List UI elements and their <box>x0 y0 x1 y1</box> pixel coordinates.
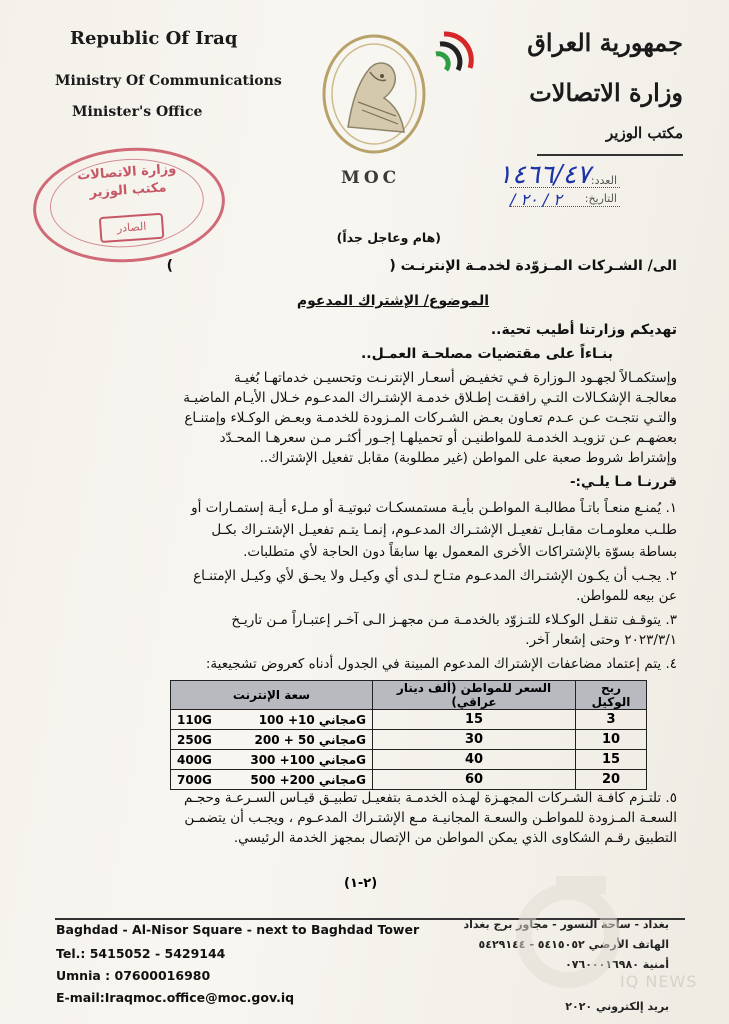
agent-profit-cell: 20 <box>576 770 647 790</box>
price-cell: 15 <box>373 710 576 730</box>
footer-mobile-ar: أمنية ٠٧٦٠٠٠١٦٩٨٠ <box>565 958 669 971</box>
document-date: / ٢ / ٢٠ <box>510 190 562 209</box>
table-row <box>171 710 647 730</box>
emblem-label: MOC <box>341 168 401 188</box>
item3-line2: ٢٠٢٣/٣/١ وحتى إشعار آخر. <box>525 632 677 648</box>
footer-email: E-mail:Iraqmoc.office@moc.gov.iq <box>56 990 295 1005</box>
item2-line2: عن بيعه للمواطن. <box>576 588 677 604</box>
recipient-close: ) <box>166 258 173 274</box>
price-cell: 40 <box>373 750 576 770</box>
number-underline <box>510 187 620 188</box>
agent-profit-cell: 10 <box>576 730 647 750</box>
letterhead-country: Republic Of Iraq <box>70 28 238 49</box>
para1-line4: بعضهـم عـن تزويـد الخدمـة للمواطنيـن أو تحميلهـا إجـور أكثـر مـن سعرهـا المحـدّد <box>219 430 677 446</box>
letterhead-ministry: Ministry Of Communications <box>55 73 282 89</box>
subscription-table <box>170 680 647 790</box>
footer-mobile: Umnia : 07600016980 <box>56 968 211 983</box>
page-number: (٢-١) <box>344 876 378 891</box>
subject-line: الموضوع/ الإشتراك المدعوم <box>296 293 489 309</box>
header-citizen-price: السعر للمواطن (ألف دينار عراقي) <box>373 681 576 710</box>
para1-line2: معالجـة الإشكـالات التـي رافقـت إطـلاق خدمـة الإشتـراك المدعـوم خـلال الأيـام الماضيـة <box>183 390 677 406</box>
number-label: العدد: <box>590 174 617 187</box>
capacity-cell <box>171 730 373 750</box>
free-data: مجاني 100+ <box>279 752 357 767</box>
price-cell: 30 <box>373 730 576 750</box>
footer-address-ar: بغداد - ساحة النسور - مجاور برج بغداد <box>463 918 669 931</box>
item2-line1: ٢. يجـب أن يكـون الإشتـراك المدعـوم متـاح لـدى أي وكيـل ولا يحـق لأي وكيـل الإمتنـاع <box>193 568 677 584</box>
basis-line: بنـاءاً على مقتضيات مصلحـة العمـل.. <box>360 346 613 362</box>
table-row <box>171 770 647 790</box>
capacity-cell <box>171 770 373 790</box>
total-data: 110G <box>177 712 212 727</box>
letterhead-office: Minister's Office <box>72 104 203 120</box>
header-internet-capacity: سعة الإنترنت <box>171 681 373 710</box>
capacity-cell <box>171 750 373 770</box>
table-row <box>171 750 647 770</box>
item4-line: ٤. يتم إعتماد مضاعفات الإشتراك المدعوم المبينة في الجدول أدناه كعروض تشجيعية: <box>205 656 677 672</box>
item1-line1: ١. يُمنـع منعـاً باتـاً مطالبـة المواطـن بأيـة مستمسكـات ثبوتيـة أو مـلء أيـة إستمـارات أو <box>191 500 677 516</box>
item3-line1: ٣. يتوقـف تنقـل الوكـلاء للتـزوّد بالخدمـة مـن مجهـز الـى آخـر إعتبـاراً مـن تاريـخ <box>231 612 677 628</box>
greeting: تهديكم وزارتنا أطيب تحية.. <box>490 322 677 338</box>
item5-line2: السعـة المـزودة للمواطـن والسعـة المجانيـة مـع الإشتـراك المدعـوم ، ويجـب أن يتضمـن <box>184 810 677 826</box>
footer-phone-ar: الهاتف الأرضي ٥٤١٥٠٥٢ - ٥٤٢٩١٤٤ <box>478 938 669 951</box>
total-data: 250G <box>177 732 212 747</box>
para1-line3: والتـي نتجـت عـن عـدم تعـاون بعـض الشـركات المـزودة للخدمـة وبعـض الوكـلاء وإمتنـاع <box>184 410 677 426</box>
base-data: 300G <box>250 752 366 767</box>
office-stamp <box>29 141 228 268</box>
item1-line3: بساطة بسوّة بالإشتراكات الأخرى المعمول بها سابقاً دون الحاجة لأي متطلبات. <box>243 544 677 560</box>
stamp-office: مكتب الوزير <box>88 180 167 201</box>
free-data: مجاني 10+ <box>287 712 357 727</box>
document-number: ١٤٦٦/٤٧ <box>498 160 591 190</box>
stamp-outgoing-box: الصادر <box>99 213 165 243</box>
footer-phone: Tel.: 5415052 - 5429144 <box>56 946 226 961</box>
decided-heading: قررنـا مـا يلـي:- <box>569 474 677 490</box>
footer-address: Baghdad - Al-Nisor Square - next to Baghdad Tower <box>56 922 420 937</box>
item5-line3: التطبيق رقـم الشكاوى الذي يمكن المواطن من الإتصال بمجهز الخدمة الرئيسي. <box>233 830 677 846</box>
header-rule <box>537 154 683 156</box>
letterhead-country-ar: جمهورية العراق <box>527 28 683 57</box>
agent-profit-cell: 15 <box>576 750 647 770</box>
total-data: 400G <box>177 752 212 767</box>
letterhead-office-ar: مكتب الوزير <box>606 124 683 142</box>
base-data: 100G <box>258 712 366 727</box>
capacity-cell <box>171 710 373 730</box>
free-data: مجاني 200+ <box>279 772 357 787</box>
header-agent-profit: ربح الوكيل <box>576 681 647 710</box>
para1-line5: وإشتراط شروط صعبة على المواطن (غير مطلوبة) مقابل تفعيل الإشتراك.. <box>259 450 677 466</box>
date-label: التاريخ: <box>584 192 617 205</box>
item5-line1: ٥. تلتـزم كافـة الشـركات المجهـزة لهـذه الخدمـة بتفعيـل تطبيـق قيـاس السـرعـة وحجـم <box>184 790 677 806</box>
footer-email-ar: بريد إلكتروني ٢٠٢٠ <box>565 1000 669 1013</box>
flag-arcs-icon <box>424 28 484 88</box>
total-data: 700G <box>177 772 212 787</box>
watermark-text: IQ NEWS <box>620 972 698 991</box>
agent-profit-cell: 3 <box>576 710 647 730</box>
news-watermark-icon <box>508 872 628 992</box>
base-data: 500G <box>250 772 366 787</box>
base-data: 200G <box>254 732 366 747</box>
table-row <box>171 730 647 750</box>
priority-note: (هام وعاجل جداً) <box>336 230 441 245</box>
para1-line1: وإستكمـالاً لجهـود الـوزارة فـي تخفيـض أسعـار الإنترنـت وتحسيـن خدماتهـا بُغيـة <box>233 370 677 386</box>
stamp-ministry: وزارة الاتصالات <box>76 161 177 184</box>
date-underline <box>510 206 620 207</box>
letterhead-ministry-ar: وزارة الاتصالات <box>529 78 683 107</box>
price-cell: 60 <box>373 770 576 790</box>
recipient-line: الى/ الشـركات المـزوّدة لخدمـة الإنترنـت ( <box>389 258 677 274</box>
ministry-emblem-icon <box>318 32 428 162</box>
table-header-row <box>171 681 647 710</box>
item1-line2: طلـب معلومـات مقابـل تفعيـل الإشتـراك المدعـوم، إنمـا يتـم تفعيـل الإشتـراك بكـل <box>211 522 677 538</box>
free-data: مجاني 50 + <box>283 732 357 747</box>
